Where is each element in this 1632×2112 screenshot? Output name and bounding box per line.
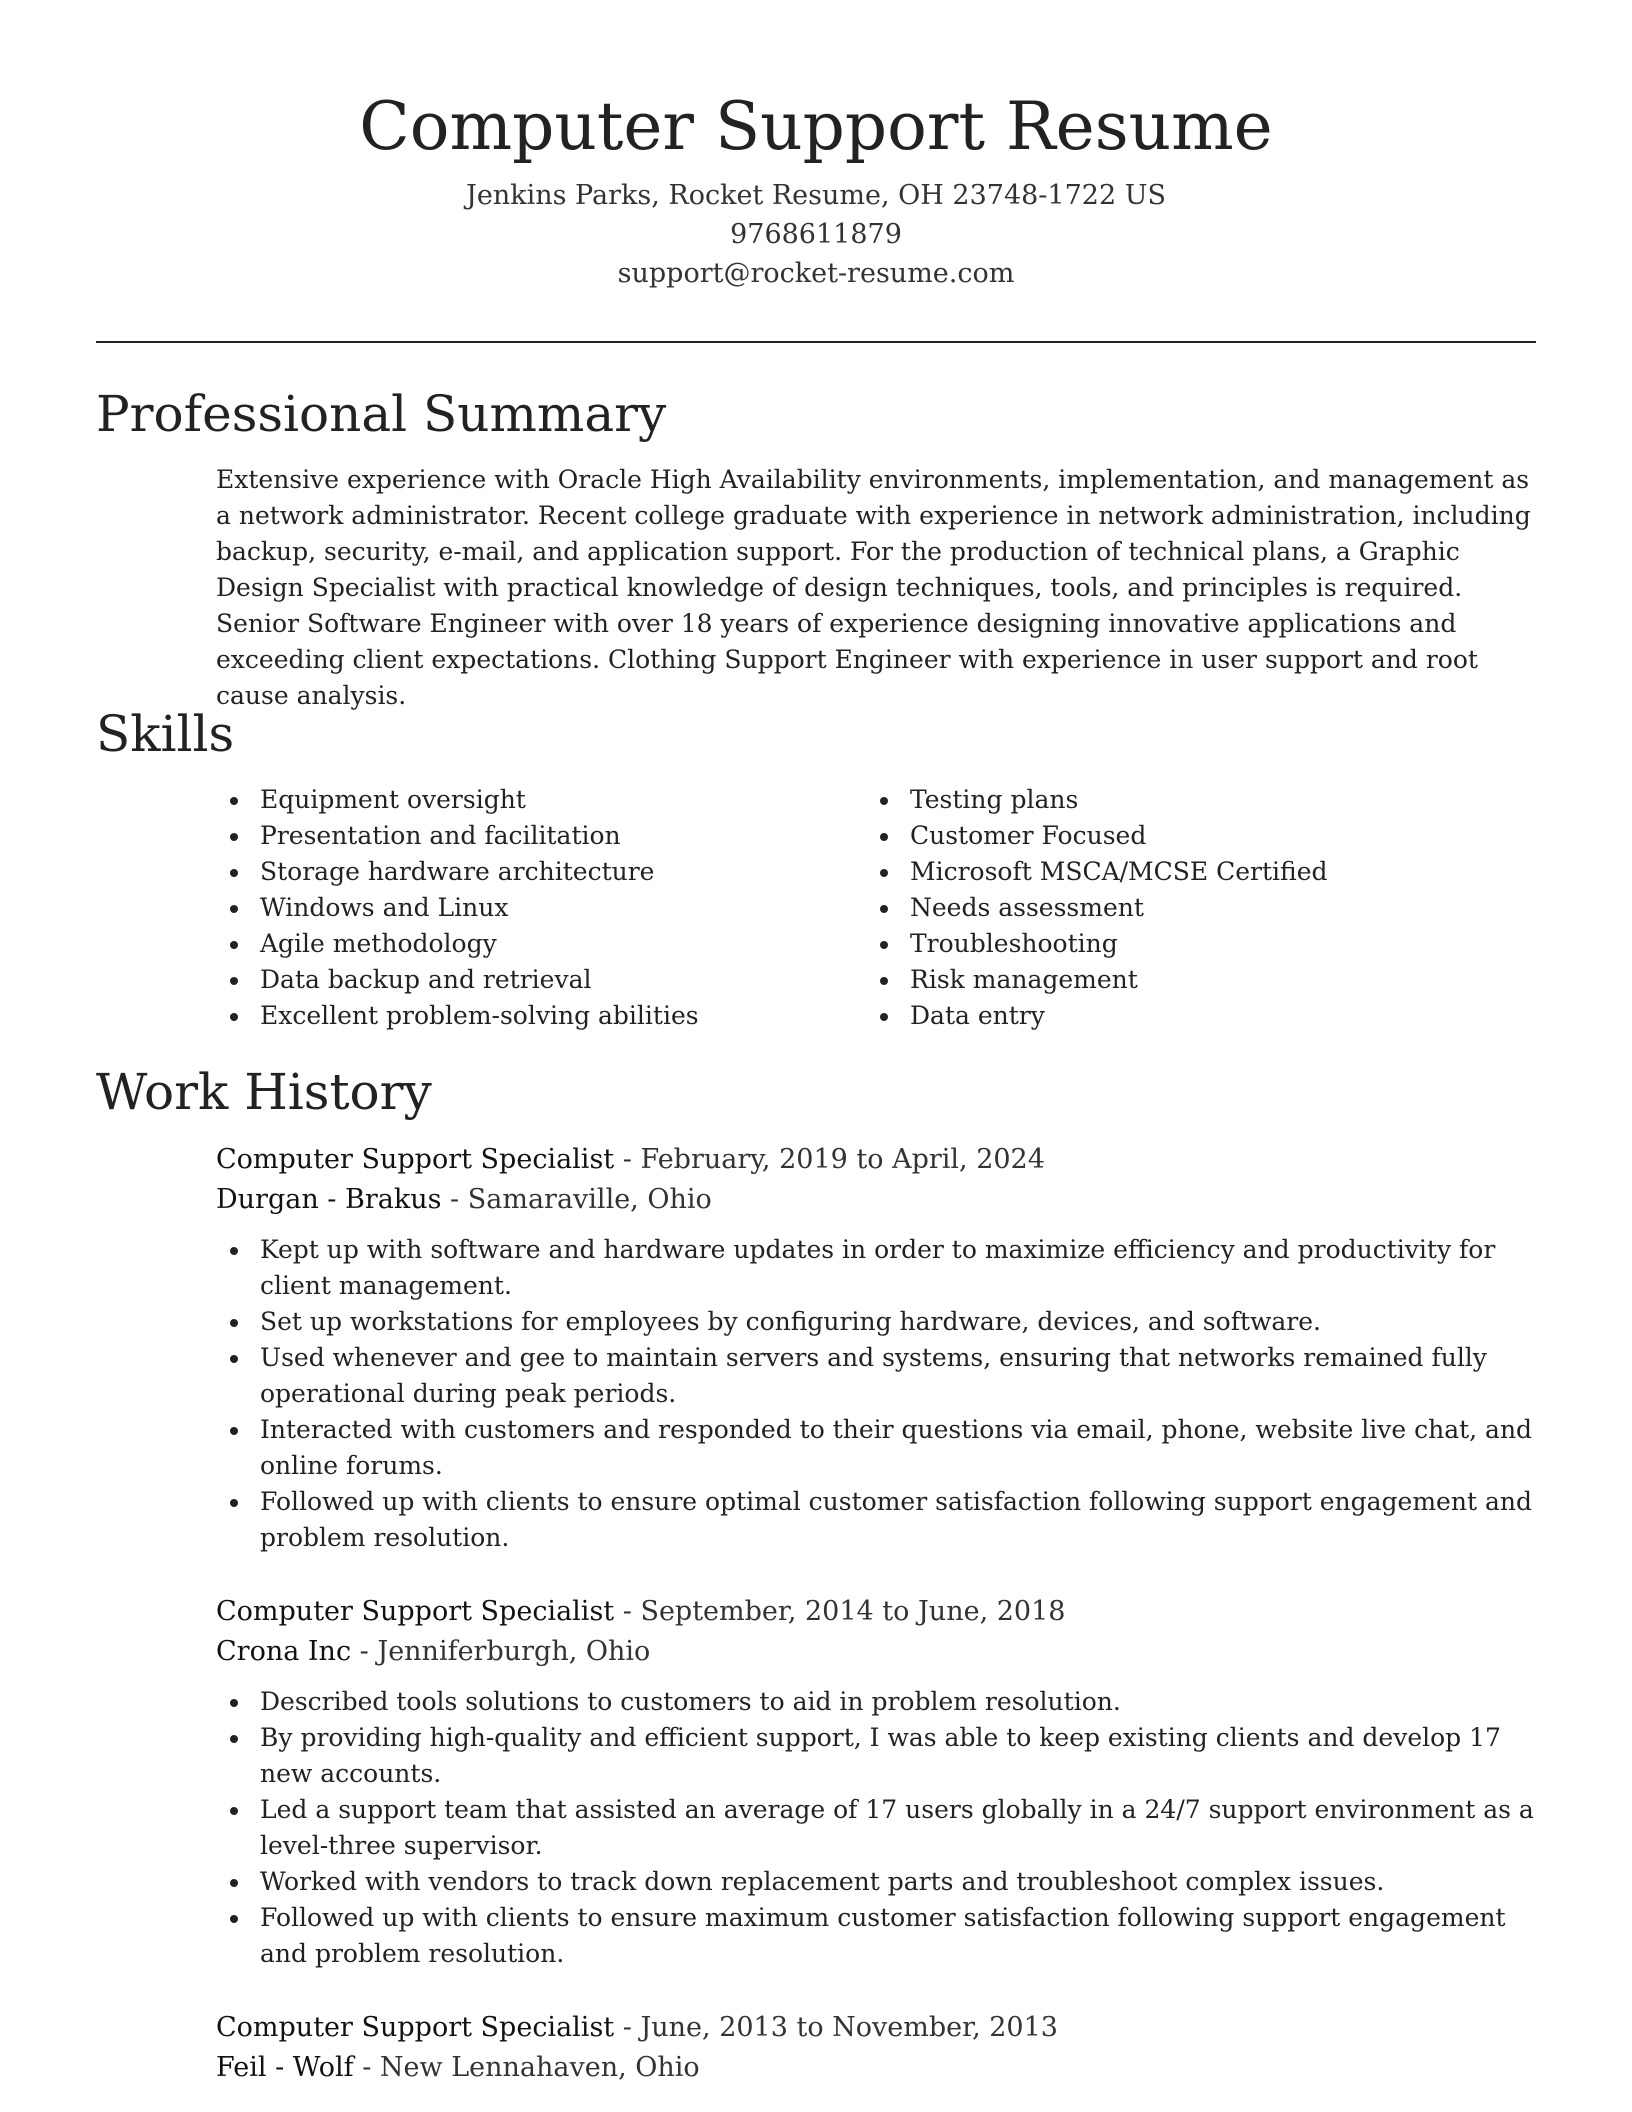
job-bullet: Set up workstations for employees by configuring hardware, devices, and software. bbox=[216, 1304, 1536, 1340]
skill-item: Presentation and facilitation bbox=[216, 818, 816, 854]
resume-title: Computer Support Resume bbox=[359, 88, 1273, 165]
job-bullets bbox=[216, 1232, 1536, 1556]
job-location: - Samaraville, Ohio bbox=[441, 1184, 712, 1215]
job-bullet: Used whenever and gee to maintain servers and systems, ensuring that networks remained fully operational during peak periods. bbox=[216, 1340, 1536, 1412]
job-title-line bbox=[216, 1592, 1536, 1632]
work-history-heading: Work History bbox=[96, 1063, 432, 1121]
skill-item: Storage hardware architecture bbox=[216, 854, 816, 890]
skill-item: Equipment oversight bbox=[216, 782, 816, 818]
skills-list-right bbox=[866, 782, 1516, 1034]
job-bullet: Described tools solutions to customers to aid in problem resolution. bbox=[216, 1684, 1536, 1720]
job-dates: - February, 2019 to April, 2024 bbox=[614, 1144, 1045, 1175]
skill-item: Data backup and retrieval bbox=[216, 962, 816, 998]
job-bullets bbox=[216, 1684, 1536, 1972]
job-company-line bbox=[216, 2048, 1536, 2088]
contact-email: support@rocket-resume.com bbox=[617, 258, 1015, 289]
job-bullet: Interacted with customers and responded to their questions via email, phone, website live chat, and online forums. bbox=[216, 1412, 1536, 1484]
skill-item: Data entry bbox=[866, 998, 1516, 1034]
resume-header bbox=[96, 84, 1536, 293]
job-title: Computer Support Specialist bbox=[216, 1596, 615, 1627]
job-location: - New Lennahaven, Ohio bbox=[353, 2052, 700, 2083]
skill-item: Needs assessment bbox=[866, 890, 1516, 926]
job-title: Computer Support Specialist bbox=[216, 2012, 615, 2043]
skill-item: Troubleshooting bbox=[866, 926, 1516, 962]
job-entry bbox=[216, 1140, 1536, 1556]
skill-item: Excellent problem-solving abilities bbox=[216, 998, 816, 1034]
job-title-line bbox=[216, 1140, 1536, 1180]
skill-item: Microsoft MSCA/MCSE Certified bbox=[866, 854, 1516, 890]
skills-heading: Skills bbox=[96, 705, 235, 763]
job-company: Crona Inc bbox=[216, 1636, 352, 1667]
summary-heading: Professional Summary bbox=[96, 385, 667, 443]
skill-item: Customer Focused bbox=[866, 818, 1516, 854]
job-company: Durgan - Brakus bbox=[216, 1184, 442, 1215]
job-company: Feil - Wolf bbox=[216, 2052, 354, 2083]
job-entry bbox=[216, 2008, 1536, 2088]
job-bullet: Followed up with clients to ensure optimal customer satisfaction following support engagement and problem resolution. bbox=[216, 1484, 1536, 1556]
job-dates: - June, 2013 to November, 2013 bbox=[614, 2012, 1058, 2043]
job-company-line bbox=[216, 1632, 1536, 1672]
skill-item: Windows and Linux bbox=[216, 890, 816, 926]
summary-text: Extensive experience with Oracle High Availability environments, implementation, and management as a network administrator. Recent college graduate with experience in network administration, including backup, security, e-mail, and application support. For the production of technical plans, a Graphic Design Specialist with practical knowledge of design techniques, tools, and principles is required. Senior Software Engineer with over 18 years of experience designing innovative applications and exceeding client expectations. Clothing Support Engineer with experience in user support and root cause analysis. bbox=[216, 465, 1531, 710]
job-bullet: Led a support team that assisted an average of 17 users globally in a 24/7 support environment as a level-three supervisor. bbox=[216, 1792, 1536, 1864]
header-divider bbox=[96, 341, 1536, 343]
job-title: Computer Support Specialist bbox=[216, 1144, 615, 1175]
contact-phone: 9768611879 bbox=[730, 219, 902, 250]
job-company-line bbox=[216, 1180, 1536, 1220]
job-bullet: Worked with vendors to track down replacement parts and troubleshoot complex issues. bbox=[216, 1864, 1536, 1900]
skill-item: Risk management bbox=[866, 962, 1516, 998]
job-location: - Jenniferburgh, Ohio bbox=[351, 1636, 651, 1667]
job-bullet: Kept up with software and hardware updates in order to maximize efficiency and productivity for client management. bbox=[216, 1232, 1536, 1304]
skill-item: Agile methodology bbox=[216, 926, 816, 962]
job-dates: - September, 2014 to June, 2018 bbox=[614, 1596, 1066, 1627]
job-bullet: By providing high-quality and efficient support, I was able to keep existing clients and develop 17 new accounts. bbox=[216, 1720, 1536, 1792]
contact-address: Jenkins Parks, Rocket Resume, OH 23748-1722 US bbox=[466, 180, 1166, 211]
skill-item: Testing plans bbox=[866, 782, 1516, 818]
job-title-line bbox=[216, 2008, 1536, 2048]
skills-list-left bbox=[216, 782, 816, 1034]
job-bullet: Followed up with clients to ensure maximum customer satisfaction following support engagement and problem resolution. bbox=[216, 1900, 1536, 1972]
job-entry bbox=[216, 1592, 1536, 1972]
